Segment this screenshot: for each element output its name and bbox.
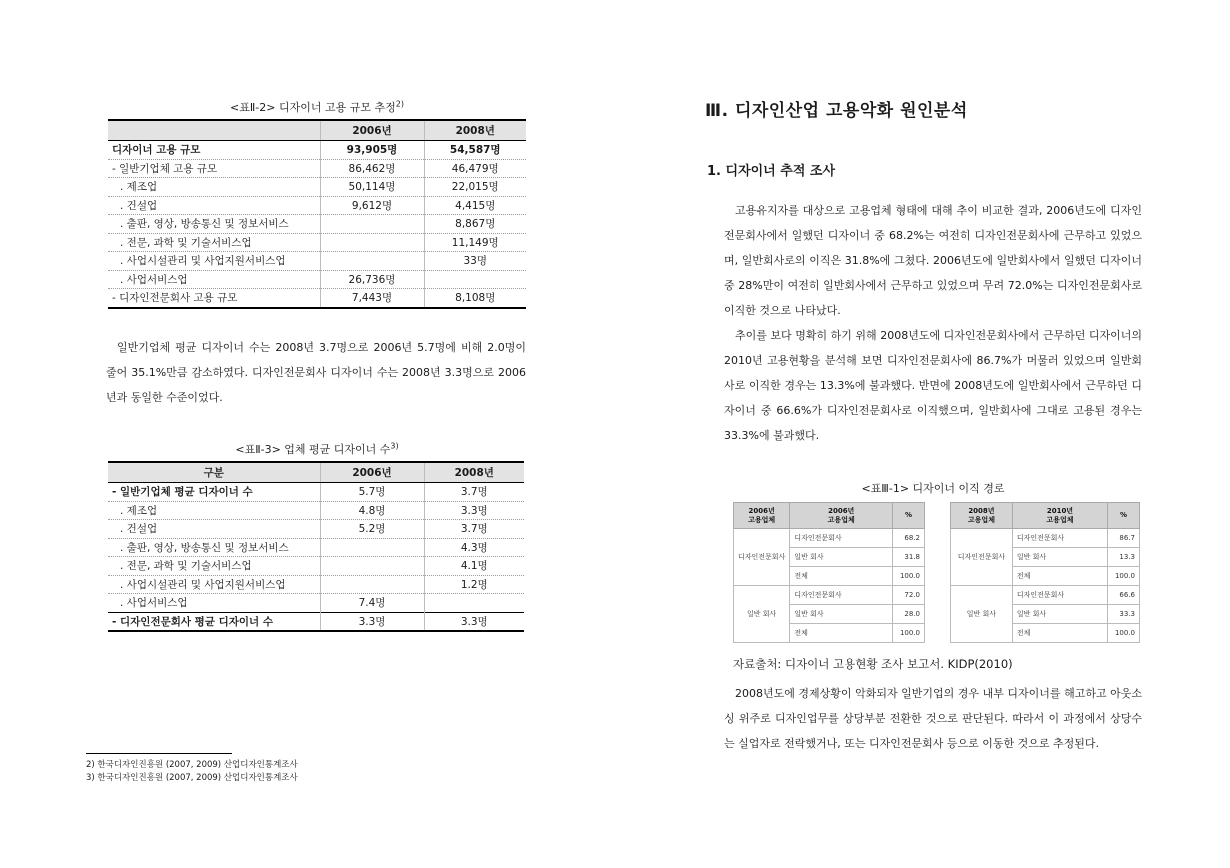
- value-2008: 8,867명: [424, 215, 526, 234]
- footnote-3: 3) 한국디자인진흥원 (2007, 2009) 산업디자인통계조사: [86, 773, 298, 783]
- table-header-cell: 구분: [108, 462, 320, 483]
- footnote-ref-2: 2): [395, 99, 404, 109]
- value-2006: 7.4명: [320, 594, 424, 613]
- paragraph-text: 고용유지자를 대상으로 고용업체 형태에 대해 추이 비교한 결과, 2006년도에 디자인전문회사에서 일했던 디자이너 중 68.2%는 여전히 디자인전문회사에 근무하고 있었으며, 일반회사로의 이직은 31.8%에 그쳤다. 2006년도에 일반회사에서 일했던 디자이너 중 28%만이 여전히 일반회사에서 근무하고 있었으며 무려 72.0%는 디자인전문회사로 이직한 것으로 나타났다.: [724, 204, 1142, 317]
- percent-value: 31.8: [893, 548, 925, 567]
- table-row: [108, 270, 526, 289]
- table-row: [108, 215, 526, 234]
- table-row: [734, 529, 925, 548]
- left-paragraph-1: [106, 335, 526, 410]
- header-cell: 2006년 고용업체: [734, 503, 790, 529]
- dest-label: 전체: [1012, 567, 1107, 586]
- table-row: [108, 141, 526, 160]
- header-cell: %: [1108, 503, 1140, 529]
- table-row: [108, 289, 526, 308]
- value-2008: 54,587명: [424, 141, 526, 160]
- table1-caption-text: <표Ⅱ-2> 디자이너 고용 규모 추정: [230, 101, 396, 114]
- source-note: 자료출처: 디자이너 고용현황 조사 보고서. KIDP(2010): [733, 657, 1013, 671]
- row-label: . 사업시설관리 및 사업지원서비스업: [108, 575, 320, 594]
- header-cell: %: [893, 503, 925, 529]
- table-row: [108, 520, 524, 539]
- paragraph-text: 일반기업체 평균 디자이너 수는 2008년 3.7명으로 2006년 5.7명에 비해 2.0명이 줄어 35.1%만큼 감소하였다. 디자인전문회사 디자이너 수는 2008년 3.3명으로 2006년과 동일한 수준이었다.: [106, 341, 526, 404]
- footnote-ref-3: 3): [390, 441, 399, 451]
- percent-value: 28.0: [893, 605, 925, 624]
- table2-caption: [108, 441, 526, 457]
- table-row: [108, 483, 524, 502]
- row-label: - 일반기업체 고용 규모: [108, 159, 320, 178]
- row-label: . 전문, 과학 및 기술서비스업: [108, 233, 320, 252]
- table-header-cell: 2006년: [320, 462, 424, 483]
- table-row: [108, 538, 524, 557]
- percent-value: 86.7: [1108, 529, 1140, 548]
- table-row: [108, 575, 524, 594]
- row-label: . 건설업: [108, 196, 320, 215]
- value-2008: [424, 594, 524, 613]
- table3-caption: <표Ⅲ-1> 디자이너 이직 경로: [861, 482, 1005, 495]
- value-2008: 3.3명: [424, 612, 524, 631]
- table-header-cell: 2008년: [424, 120, 526, 141]
- table-row: [951, 529, 1140, 548]
- subtable-header-row: [734, 503, 925, 529]
- dest-label: 디자인전문회사: [1012, 529, 1107, 548]
- value-2008: 4.1명: [424, 557, 524, 576]
- value-2008: 4,415명: [424, 196, 526, 215]
- dest-label: 전체: [790, 567, 893, 586]
- dest-label: 전체: [790, 624, 893, 643]
- row-label: . 사업시설관리 및 사업지원서비스업: [108, 252, 320, 271]
- table-row: [108, 178, 526, 197]
- percent-value: 72.0: [893, 586, 925, 605]
- value-2008: [424, 270, 526, 289]
- dest-label: 일반 회사: [790, 548, 893, 567]
- row-label: . 제조업: [108, 178, 320, 197]
- footnote-2: 2) 한국디자인진흥원 (2007, 2009) 산업디자인통계조사: [86, 760, 298, 770]
- table-row: [108, 501, 524, 520]
- table-row: [108, 612, 524, 631]
- paragraph-text: 추이를 보다 명확히 하기 위해 2008년도에 디자인전문회사에서 근무하던 디자이너의 2010년 고용현황을 분석해 보면 디자인전문회사에 86.7%가 머물러 있었으며 일반회사로 이직한 경우는 13.3%에 불과했다. 반면에 2008년도에 일반회사에서 근무하던 디자이너 중 66.6%가 디자인전문회사로 이직했으며, 일반회사에 그대로 고용된 경우는 33.3%에 불과했다.: [724, 329, 1142, 442]
- group-label: 일반 회사: [951, 586, 1013, 643]
- value-2006: 5.7명: [320, 483, 424, 502]
- dest-label: 디자인전문회사: [790, 529, 893, 548]
- header-cell: 2010년 고용업체: [1012, 503, 1107, 529]
- paragraph-text: 2008년도에 경제상황이 악화되자 일반기업의 경우 내부 디자이너를 해고하고 아웃소싱 위주로 디자인업무를 상당부분 전환한 것으로 판단된다. 따라서 이 과정에서 상당수는 실업자로 전락했거나, 또는 디자인전문회사 등으로 이동한 것으로 추정된다.: [724, 687, 1142, 750]
- row-label: . 사업서비스업: [108, 594, 320, 613]
- percent-value: 66.6: [1108, 586, 1140, 605]
- value-2006: 9,612명: [320, 196, 424, 215]
- table-row: [108, 594, 524, 613]
- row-label: . 건설업: [108, 520, 320, 539]
- row-label: 디자이너 고용 규모: [108, 141, 320, 160]
- percent-value: 100.0: [893, 624, 925, 643]
- value-2008: 1.2명: [424, 575, 524, 594]
- value-2006: [320, 252, 424, 271]
- subsection-title: 1. 디자이너 추적 조사: [707, 164, 836, 179]
- table-row: [108, 557, 524, 576]
- value-2008: 22,015명: [424, 178, 526, 197]
- dest-label: 일반 회사: [1012, 548, 1107, 567]
- section-title: Ⅲ. 디자인산업 고용악화 원인분석: [705, 101, 968, 121]
- transfer-table-2006: [733, 502, 925, 643]
- value-2008: 3.3명: [424, 501, 524, 520]
- avg-designers-table: [108, 461, 524, 632]
- dest-label: 디자인전문회사: [1012, 586, 1107, 605]
- row-label: . 제조업: [108, 501, 320, 520]
- row-label: . 출판, 영상, 방송통신 및 정보서비스: [108, 538, 320, 557]
- table-row: [108, 196, 526, 215]
- value-2006: 3.3명: [320, 612, 424, 631]
- value-2006: 4.8명: [320, 501, 424, 520]
- table-header-cell: 2008년: [424, 462, 524, 483]
- value-2006: 93,905명: [320, 141, 424, 160]
- value-2006: [320, 538, 424, 557]
- designer-employment-table: [108, 119, 526, 309]
- table-row: [951, 586, 1140, 605]
- table1-caption: [108, 99, 526, 115]
- row-label: . 전문, 과학 및 기술서비스업: [108, 557, 320, 576]
- percent-value: 68.2: [893, 529, 925, 548]
- row-label: - 일반기업체 평균 디자이너 수: [108, 483, 320, 502]
- table-header-row: [108, 462, 524, 483]
- percent-value: 100.0: [893, 567, 925, 586]
- percent-value: 13.3: [1108, 548, 1140, 567]
- value-2006: [320, 557, 424, 576]
- table-header-cell: 2006년: [320, 120, 424, 141]
- value-2006: 50,114명: [320, 178, 424, 197]
- value-2006: 86,462명: [320, 159, 424, 178]
- right-paragraphs: [724, 198, 1142, 448]
- value-2006: 26,736명: [320, 270, 424, 289]
- table-row: [108, 159, 526, 178]
- table-row: [108, 252, 526, 271]
- dest-label: 일반 회사: [1012, 605, 1107, 624]
- value-2008: 8,108명: [424, 289, 526, 308]
- table2-caption-text: <표Ⅱ-3> 업체 평균 디자이너 수: [235, 443, 391, 456]
- header-cell: 2006년 고용업체: [790, 503, 893, 529]
- value-2008: 33명: [424, 252, 526, 271]
- dest-label: 일반 회사: [790, 605, 893, 624]
- value-2006: [320, 575, 424, 594]
- row-label: . 사업서비스업: [108, 270, 320, 289]
- value-2006: [320, 233, 424, 252]
- row-label: - 디자인전문회사 고용 규모: [108, 289, 320, 308]
- group-label: 디자인전문회사: [734, 529, 790, 586]
- row-label: . 출판, 영상, 방송통신 및 정보서비스: [108, 215, 320, 234]
- value-2008: 3.7명: [424, 483, 524, 502]
- group-label: 디자인전문회사: [951, 529, 1013, 586]
- value-2006: [320, 215, 424, 234]
- table-row: [108, 233, 526, 252]
- transfer-table-2008: [950, 502, 1140, 643]
- header-cell: 2008년 고용업체: [951, 503, 1013, 529]
- value-2008: 3.7명: [424, 520, 524, 539]
- value-2006: 5.2명: [320, 520, 424, 539]
- footnote-divider: [86, 753, 232, 754]
- percent-value: 100.0: [1108, 624, 1140, 643]
- table-row: [734, 586, 925, 605]
- group-label: 일반 회사: [734, 586, 790, 643]
- dest-label: 전체: [1012, 624, 1107, 643]
- value-2006: 7,443명: [320, 289, 424, 308]
- percent-value: 33.3: [1108, 605, 1140, 624]
- value-2008: 11,149명: [424, 233, 526, 252]
- percent-value: 100.0: [1108, 567, 1140, 586]
- subtable-header-row: [951, 503, 1140, 529]
- dest-label: 디자인전문회사: [790, 586, 893, 605]
- row-label: - 디자인전문회사 평균 디자이너 수: [108, 612, 320, 631]
- table-header-row: [108, 120, 526, 141]
- right-paragraph-3: [724, 681, 1142, 756]
- value-2008: 46,479명: [424, 159, 526, 178]
- table-header-cell: [108, 120, 320, 141]
- value-2008: 4.3명: [424, 538, 524, 557]
